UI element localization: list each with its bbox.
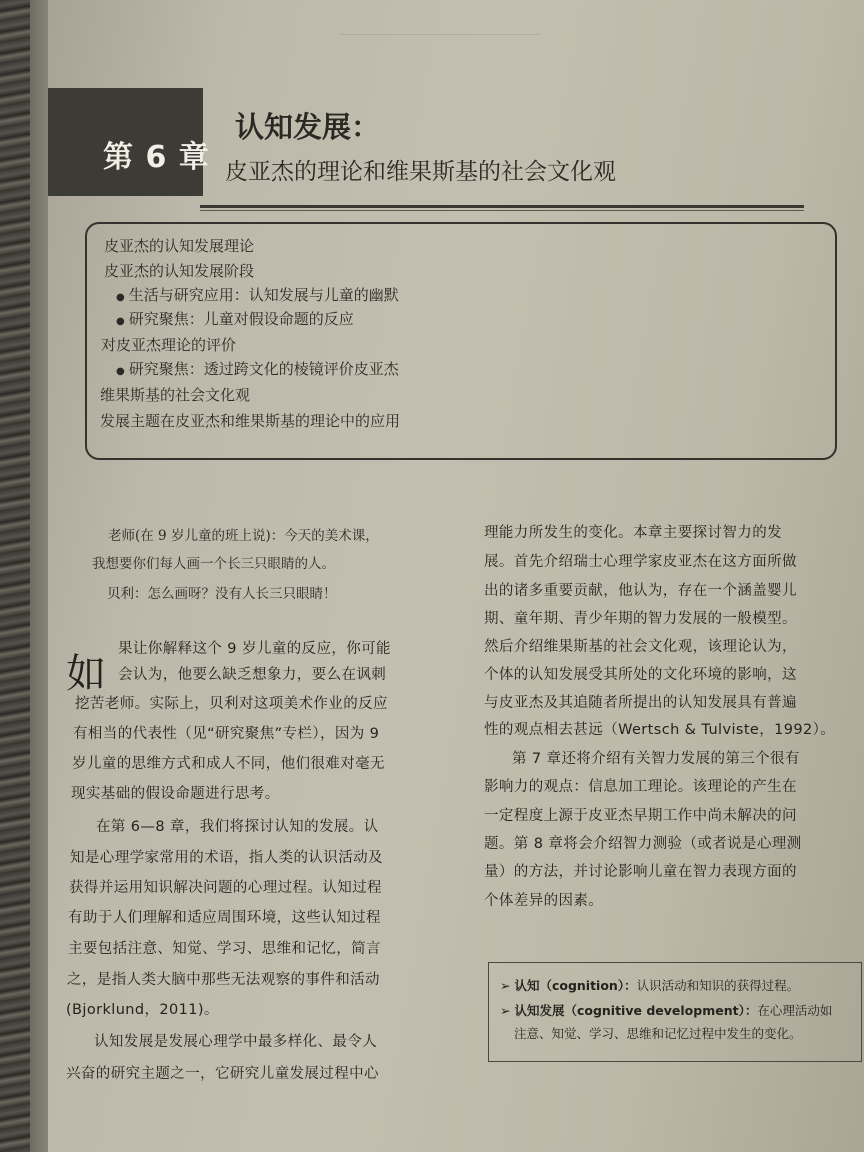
body-line: 展。首先介绍瑞士心理学家皮亚杰在这方面所做	[484, 554, 797, 570]
outline-item: 对皮亚杰理论的评价	[101, 336, 237, 354]
body-line: 影响力的观点：信息加工理论。该理论的产生在	[484, 779, 797, 795]
outline-item: 发展主题在皮亚杰和维果斯基的理论中的应用	[100, 412, 401, 430]
outline-subitem: ● 研究聚焦：儿童对假设命题的反应	[116, 308, 354, 329]
drop-cap: 如	[66, 651, 106, 697]
body-line: 认知发展是发展心理学中最多样化、最令人	[94, 1034, 378, 1050]
opening-quote-line: 贝利：怎么画呀？没有人长三只眼睛！	[107, 586, 337, 602]
opening-quote-line: 我想要你们每人画一个长三只眼睛的人。	[92, 556, 335, 572]
body-line: 挖苦老师。实际上，贝利对这项美术作业的反应	[75, 696, 388, 712]
body-line: 一定程度上源于皮亚杰早期工作中尚未解决的问	[484, 808, 797, 824]
body-line: 题。第 8 章将会介绍智力测验（或者说是心理测	[484, 836, 802, 852]
body-line: 出的诸多重要贡献，他认为，存在一个涵盖婴儿	[484, 583, 797, 599]
body-line: 会认为，他要么缺乏想象力，要么在讽刺	[118, 667, 387, 683]
body-line: 有相当的代表性（见“研究聚焦”专栏），因为 9	[73, 726, 380, 742]
body-line: 在第 6—8 章，我们将探讨认知的发展。认	[96, 819, 379, 835]
chapter-subtitle: 皮亚杰的理论和维果斯基的社会文化观	[225, 159, 616, 185]
definition-cognitive-development: ➢ 认知发展（cognitive development）：在心理活动如	[500, 1003, 833, 1018]
outline-subitem: ● 生活与研究应用：认知发展与儿童的幽默	[116, 284, 399, 305]
body-line: 兴奋的研究主题之一，它研究儿童发展过程中心	[66, 1066, 379, 1082]
body-line: 岁儿童的思维方式和成人不同，他们很难对毫无	[72, 756, 385, 772]
body-line: (Bjorklund，2011)。	[66, 1002, 219, 1018]
chapter-title: 认知发展：	[235, 110, 381, 144]
body-line: 知是心理学家常用的术语，指人类的认识活动及	[70, 850, 383, 866]
body-line: 第 7 章还将介绍有关智力发展的第三个很有	[512, 751, 800, 767]
opening-quote-line: 老师(在 9 岁儿童的班上说)：今天的美术课，	[108, 528, 379, 544]
body-line: 果让你解释这个 9 岁儿童的反应，你可能	[118, 641, 391, 657]
title-rule	[200, 205, 804, 208]
definition-cognition: ➢ 认知（cognition）：认识活动和知识的获得过程。	[500, 978, 800, 993]
body-line: 有助于人们理解和适应周围环境，这些认知过程	[68, 910, 381, 926]
body-line: 性的观点相去甚远（Wertsch & Tulviste，1992）。	[484, 722, 836, 738]
body-line: 之，是指人类大脑中那些无法观察的事件和活动	[67, 972, 380, 988]
body-line: 期、童年期、青少年期的智力发展的一般模型。	[484, 611, 797, 627]
arrow-icon: ➢	[500, 978, 515, 993]
title-rule-thin	[200, 210, 804, 211]
body-line: 与皮亚杰及其追随者所提出的认知发展具有普遍	[484, 695, 797, 711]
body-line: 个体的认知发展受其所处的文化环境的影响，这	[484, 667, 797, 683]
outline-subitem: ● 研究聚焦：透过跨文化的棱镜评价皮亚杰	[116, 358, 399, 379]
body-line: 量）的方法，并讨论影响儿童在智力表现方面的	[484, 864, 797, 880]
outline-item: 皮亚杰的认知发展理论	[104, 237, 255, 255]
definition-continuation: 注意、知觉、学习、思维和记忆过程中发生的变化。	[514, 1026, 802, 1041]
body-line: 个体差异的因素。	[484, 893, 604, 909]
body-line: 现实基础的假设命题进行思考。	[71, 786, 280, 802]
outline-item: 维果斯基的社会文化观	[100, 386, 251, 404]
chapter-number: 第 6 章	[103, 140, 210, 175]
outline-item: 皮亚杰的认知发展阶段	[104, 262, 255, 280]
arrow-icon: ➢	[500, 1003, 515, 1018]
body-line: 理能力所发生的变化。本章主要探讨智力的发	[484, 525, 782, 541]
body-line: 然后介绍维果斯基的社会文化观，该理论认为，	[484, 639, 797, 655]
body-line: 主要包括注意、知觉、学习、思维和记忆，简言	[68, 941, 381, 957]
bleed-through	[340, 34, 540, 45]
body-line: 获得并运用知识解决问题的心理过程。认知过程	[69, 880, 382, 896]
